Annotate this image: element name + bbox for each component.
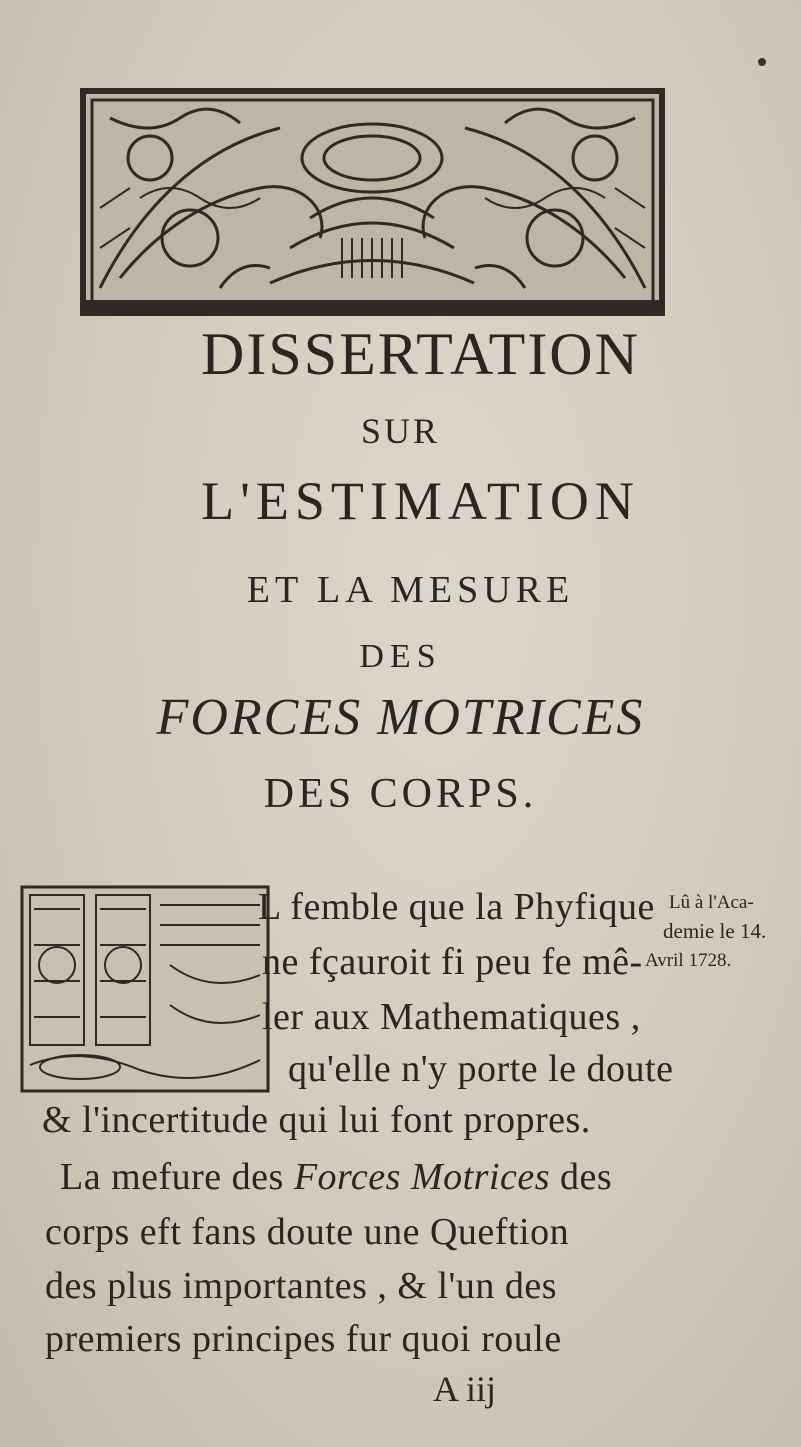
text-line-3: ler aux Mathematiques , [262,996,641,1038]
text-line-8: des plus importantes , & l'un des [45,1265,558,1307]
text-line-6 [60,1155,612,1199]
title-dissertation: DISSERTATION [201,321,640,387]
ornamental-headpiece [80,88,665,316]
title-sur: SUR [360,411,441,451]
signature-mark: A iij [433,1369,497,1409]
title-forces-motrices: FORCES MOTRICES [156,689,645,746]
text-line-7: corps eft fans doute une Queftion [45,1211,570,1253]
title-estimation: L'ESTIMATION [201,471,640,531]
text-line-6-italic: Forces Motrices [293,1156,551,1198]
text-line-2: ne fçauroit fi peu fe mê- [262,941,643,983]
title-des: DES [359,638,442,675]
decorated-initial-letter [20,885,270,1093]
text-line-6-end: des [550,1156,613,1198]
text-line-1: L femble que la Phyfique [258,886,655,928]
text-line-6-start: La mefure des [60,1156,294,1198]
ink-speck [758,58,766,66]
text-line-4: qu'elle n'y porte le doute [288,1048,674,1090]
title-et-la-mesure: ET LA MESURE [246,569,575,611]
margin-note [645,888,795,975]
margin-note-line-1: Lû à l'Aca- [669,892,754,913]
text-line-5: & l'incertitude qui lui font propres. [42,1099,591,1141]
margin-note-line-2: demie le 14. [663,919,767,943]
margin-note-line-3: Avril 1728. [645,950,732,971]
text-line-9: premiers principes fur quoi roule [45,1318,562,1360]
title-des-corps: DES CORPS. [263,771,538,817]
